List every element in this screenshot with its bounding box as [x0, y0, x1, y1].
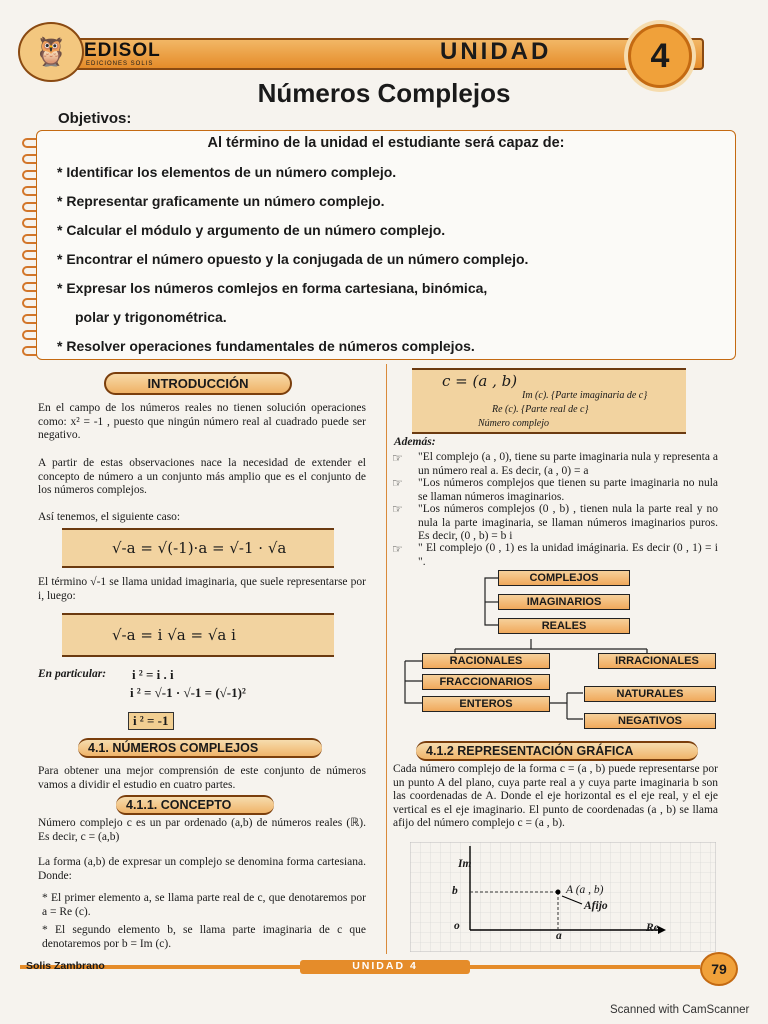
brand-name: EDISOL	[84, 40, 161, 61]
scanner-watermark: Scanned with CamScanner	[610, 1004, 750, 1016]
hand-pointer-icon: ☞	[392, 542, 403, 556]
equation-result: i ² = -1	[128, 712, 174, 730]
graph-x-axis-label: Re	[646, 922, 659, 934]
body-paragraph: Número complejo c es un par ordenado (a,b) de números reales (ℝ). Es decir, c = (a,b)	[38, 817, 366, 843]
particular-label: En particular:	[38, 668, 107, 680]
objectives-heading: Al término de la unidad el estudiante será capaz de:	[207, 135, 565, 151]
graph-b-label: b	[452, 885, 458, 897]
hand-pointer-icon: ☞	[392, 476, 403, 490]
graph-origin-label: o	[454, 920, 460, 932]
graph-a-label: a	[556, 930, 562, 942]
complex-definition-strip	[412, 368, 686, 434]
graph-y-axis-label: Im	[458, 858, 472, 870]
footer-unit: UNIDAD 4	[352, 960, 418, 972]
body-paragraph: La forma (a,b) de expresar un complejo se denomina forma cartesiana. Donde:	[38, 856, 366, 882]
intro-paragraph: A partir de estas observaciones nace la necesidad de extender el concepto de número a un conjunto más amplio que es el conjunto de los números complejos.	[38, 457, 366, 496]
objective-item: * Identificar los elementos de un número complejo.	[57, 164, 397, 180]
formula-strip	[62, 613, 334, 657]
note-item: "Los números complejos que tienen su parte imaginaria no nula se llaman números imaginarios.	[418, 477, 718, 503]
note-item: "Los números complejos (0 , b) , tienen nula la parte real y no nula la parte imaginaria, se llaman números imaginarios puros. Es decir, (0 , b) = b i	[418, 503, 718, 542]
formula-strip	[62, 528, 334, 568]
graph-afijo-label: Afijo	[584, 900, 608, 912]
objective-item: * Representar graficamente un número complejo.	[57, 193, 385, 209]
brand-subtitle: EDICIONES SOLIS	[86, 61, 154, 67]
bullet-item: * El primer elemento a, se llama parte real de c, que denotaremos por a = Re (c).	[42, 892, 366, 918]
section-banner-4-1-1: 4.1.1. CONCEPTO	[116, 795, 274, 815]
objectives-label: Objetivos:	[58, 110, 132, 127]
tree-node: NEGATIVOS	[584, 713, 716, 729]
complex-name-label: Número complejo	[478, 418, 550, 429]
intro-paragraph: Así tenemos, el siguiente caso:	[38, 511, 181, 523]
objective-item: * Resolver operaciones fundamentales de números complejos.	[57, 338, 475, 354]
equation: i ² = i . i	[132, 667, 174, 682]
section-banner-introduccion: INTRODUCCIÓN	[104, 372, 292, 395]
hand-pointer-icon: ☞	[392, 502, 403, 516]
body-paragraph: Cada número complejo de la forma c = (a , b) puede representarse por un punto A del plano, cuya parte real a y cuya parte imaginaria b son las coordenadas de A. Donde el eje horizontal es el eje real, y el eje vertical es el eje imaginario. El punto de coordenadas (a , b) se llama afijo del número complejo c = (a , b).	[393, 763, 718, 829]
unit-number-badge: 4	[628, 24, 692, 88]
tree-node: IRRACIONALES	[598, 653, 716, 669]
real-part-label: Re (c). {Parte real de c}	[492, 404, 589, 415]
formula-text: √-a = √(-1)·a = √-1 · √a	[112, 539, 287, 557]
footer-author: Solis Zambrano	[26, 960, 105, 972]
section-banner-4-1-2: 4.1.2 REPRESENTACIÓN GRÁFICA	[416, 741, 698, 761]
section-banner-4-1: 4.1. NÚMEROS COMPLEJOS	[78, 738, 322, 758]
unit-label: UNIDAD	[440, 38, 552, 65]
tree-node: REALES	[498, 618, 630, 634]
hand-pointer-icon: ☞	[392, 451, 403, 465]
tree-node: RACIONALES	[422, 653, 550, 669]
owl-logo-icon: 🦉	[18, 22, 84, 82]
imag-part-label: Im (c). {Parte imaginaria de c}	[522, 390, 648, 401]
graph-point-label: A (a , b)	[566, 884, 604, 896]
tree-node: NATURALES	[584, 686, 716, 702]
tree-node: COMPLEJOS	[498, 570, 630, 586]
page-title: Números Complejos	[257, 78, 511, 108]
unit-paragraph: El término √-1 se llama unidad imaginaria, que suele representarse por i, luego:	[38, 576, 366, 602]
body-paragraph: Para obtener una mejor comprensión de este conjunto de números vamos a dividir el estudio en cuatro partes.	[38, 765, 366, 791]
header-bar	[70, 38, 704, 70]
objectives-box	[36, 130, 736, 360]
equation: i ² = √-1 · √-1 = (√-1)²	[130, 685, 246, 700]
ademas-label: Además:	[394, 436, 436, 448]
note-item: " El complejo (0 , 1) es la unidad imáginaria. Es decir (0 , 1) = i ".	[418, 542, 718, 568]
formula-text: √-a = i √a = √a i	[112, 626, 236, 644]
intro-paragraph: En el campo de los números reales no tienen solución operaciones como: x² = -1 , puesto que ningún número real al cuadrado puede ser negativo.	[38, 402, 366, 441]
tree-node: ENTEROS	[422, 696, 550, 712]
tree-node: IMAGINARIOS	[498, 594, 630, 610]
column-divider	[386, 364, 387, 954]
objective-item: * Encontrar el número opuesto y la conjugada de un número complejo.	[57, 251, 529, 267]
page-number-badge: 79	[700, 952, 738, 986]
complex-equation: c = (a , b)	[442, 372, 518, 390]
objective-item: * Calcular el módulo y argumento de un número complejo.	[57, 222, 446, 238]
objective-item: polar y trigonométrica.	[75, 309, 227, 325]
note-item: "El complejo (a , 0), tiene su parte imaginaria nula y representa a un número real a. Es decir, (a , 0) = a	[418, 451, 718, 477]
objective-item: * Expresar los números comlejos en forma cartesiana, binómica,	[57, 280, 488, 296]
bullet-item: * El segundo elemento b, se llama parte imaginaria de c que denotaremos por b = Im (c).	[42, 924, 366, 950]
tree-node: FRACCIONARIOS	[422, 674, 550, 690]
